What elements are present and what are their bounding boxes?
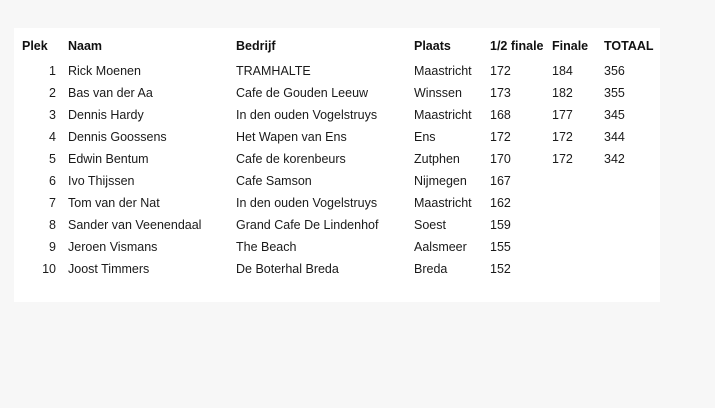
cell-half-finale: 173	[490, 86, 511, 100]
cell-bedrijf: Cafe Samson	[236, 174, 312, 188]
cell-naam: Edwin Bentum	[68, 152, 149, 166]
cell-plaats: Nijmegen	[414, 174, 467, 188]
cell-finale: 172	[552, 130, 573, 144]
cell-plek: 8	[49, 218, 56, 232]
cell-totaal: 344	[604, 130, 625, 144]
cell-plaats: Maastricht	[414, 64, 472, 78]
cell-plaats: Ens	[414, 130, 436, 144]
cell-plaats: Aalsmeer	[414, 240, 467, 254]
cell-bedrijf: TRAMHALTE	[236, 64, 311, 78]
column-header-plaats: Plaats	[414, 39, 451, 53]
table-row	[22, 214, 654, 236]
table-row	[22, 82, 654, 104]
table-row	[22, 126, 654, 148]
cell-plaats: Maastricht	[414, 196, 472, 210]
cell-plaats: Soest	[414, 218, 446, 232]
cell-plek: 10	[42, 262, 56, 276]
table-row	[22, 60, 654, 82]
cell-totaal: 356	[604, 64, 625, 78]
cell-plek: 1	[49, 64, 56, 78]
cell-finale	[552, 258, 604, 280]
column-header-naam: Naam	[68, 39, 103, 53]
cell-bedrijf: Cafe de korenbeurs	[236, 152, 346, 166]
cell-finale: 184	[552, 64, 573, 78]
cell-plek: 3	[49, 108, 56, 122]
cell-plaats: Zutphen	[414, 152, 460, 166]
cell-totaal	[604, 214, 654, 236]
table-header	[22, 36, 654, 60]
cell-bedrijf: The Beach	[236, 240, 297, 254]
table-row	[22, 148, 654, 170]
cell-totaal: 345	[604, 108, 625, 122]
cell-half-finale: 155	[490, 240, 511, 254]
cell-half-finale: 170	[490, 152, 511, 166]
cell-finale	[552, 236, 604, 258]
cell-half-finale: 172	[490, 130, 511, 144]
column-header-half-finale: 1/2 finale	[490, 39, 544, 53]
cell-totaal	[604, 258, 654, 280]
cell-naam: Dennis Hardy	[68, 108, 144, 122]
cell-plaats: Maastricht	[414, 108, 472, 122]
cell-bedrijf: Cafe de Gouden Leeuw	[236, 86, 369, 100]
column-header-bedrijf: Bedrijf	[236, 39, 276, 53]
cell-totaal	[604, 170, 654, 192]
cell-totaal: 355	[604, 86, 625, 100]
table-row	[22, 236, 654, 258]
cell-naam: Rick Moenen	[68, 64, 141, 78]
cell-totaal	[604, 192, 654, 214]
cell-plek: 5	[49, 152, 56, 166]
cell-plek: 9	[49, 240, 56, 254]
table-body	[22, 60, 654, 280]
cell-bedrijf: Grand Cafe De Lindenhof	[236, 218, 379, 232]
cell-half-finale: 152	[490, 262, 511, 276]
cell-naam: Ivo Thijssen	[68, 174, 135, 188]
cell-naam: Jeroen Vismans	[68, 240, 158, 254]
table-header-row	[22, 36, 654, 60]
cell-plaats: Winssen	[414, 86, 462, 100]
cell-finale	[552, 214, 604, 236]
cell-half-finale: 159	[490, 218, 511, 232]
table-row	[22, 104, 654, 126]
cell-plek: 7	[49, 196, 56, 210]
column-header-plek: Plek	[22, 39, 48, 53]
column-header-totaal: TOTAAL	[604, 39, 654, 53]
cell-totaal	[604, 236, 654, 258]
cell-plaats: Breda	[414, 262, 448, 276]
cell-plek: 4	[49, 130, 56, 144]
cell-naam: Bas van der Aa	[68, 86, 153, 100]
column-header-finale: Finale	[552, 39, 589, 53]
cell-plek: 2	[49, 86, 56, 100]
cell-bedrijf: De Boterhal Breda	[236, 262, 339, 276]
cell-bedrijf: In den ouden Vogelstruys	[236, 108, 378, 122]
cell-half-finale: 172	[490, 64, 511, 78]
table-row	[22, 192, 654, 214]
cell-naam: Sander van Veenendaal	[68, 218, 202, 232]
cell-finale	[552, 192, 604, 214]
cell-half-finale: 162	[490, 196, 511, 210]
cell-half-finale: 167	[490, 174, 511, 188]
table-row	[22, 170, 654, 192]
cell-half-finale: 168	[490, 108, 511, 122]
table-row	[22, 258, 654, 280]
results-table	[22, 36, 654, 280]
cell-bedrijf: Het Wapen van Ens	[236, 130, 347, 144]
cell-finale: 172	[552, 152, 573, 166]
cell-naam: Dennis Goossens	[68, 130, 167, 144]
cell-finale: 177	[552, 108, 573, 122]
cell-naam: Joost Timmers	[68, 262, 150, 276]
cell-finale	[552, 170, 604, 192]
cell-totaal: 342	[604, 152, 625, 166]
cell-plek: 6	[49, 174, 56, 188]
cell-finale: 182	[552, 86, 573, 100]
cell-bedrijf: In den ouden Vogelstruys	[236, 196, 378, 210]
cell-naam: Tom van der Nat	[68, 196, 160, 210]
